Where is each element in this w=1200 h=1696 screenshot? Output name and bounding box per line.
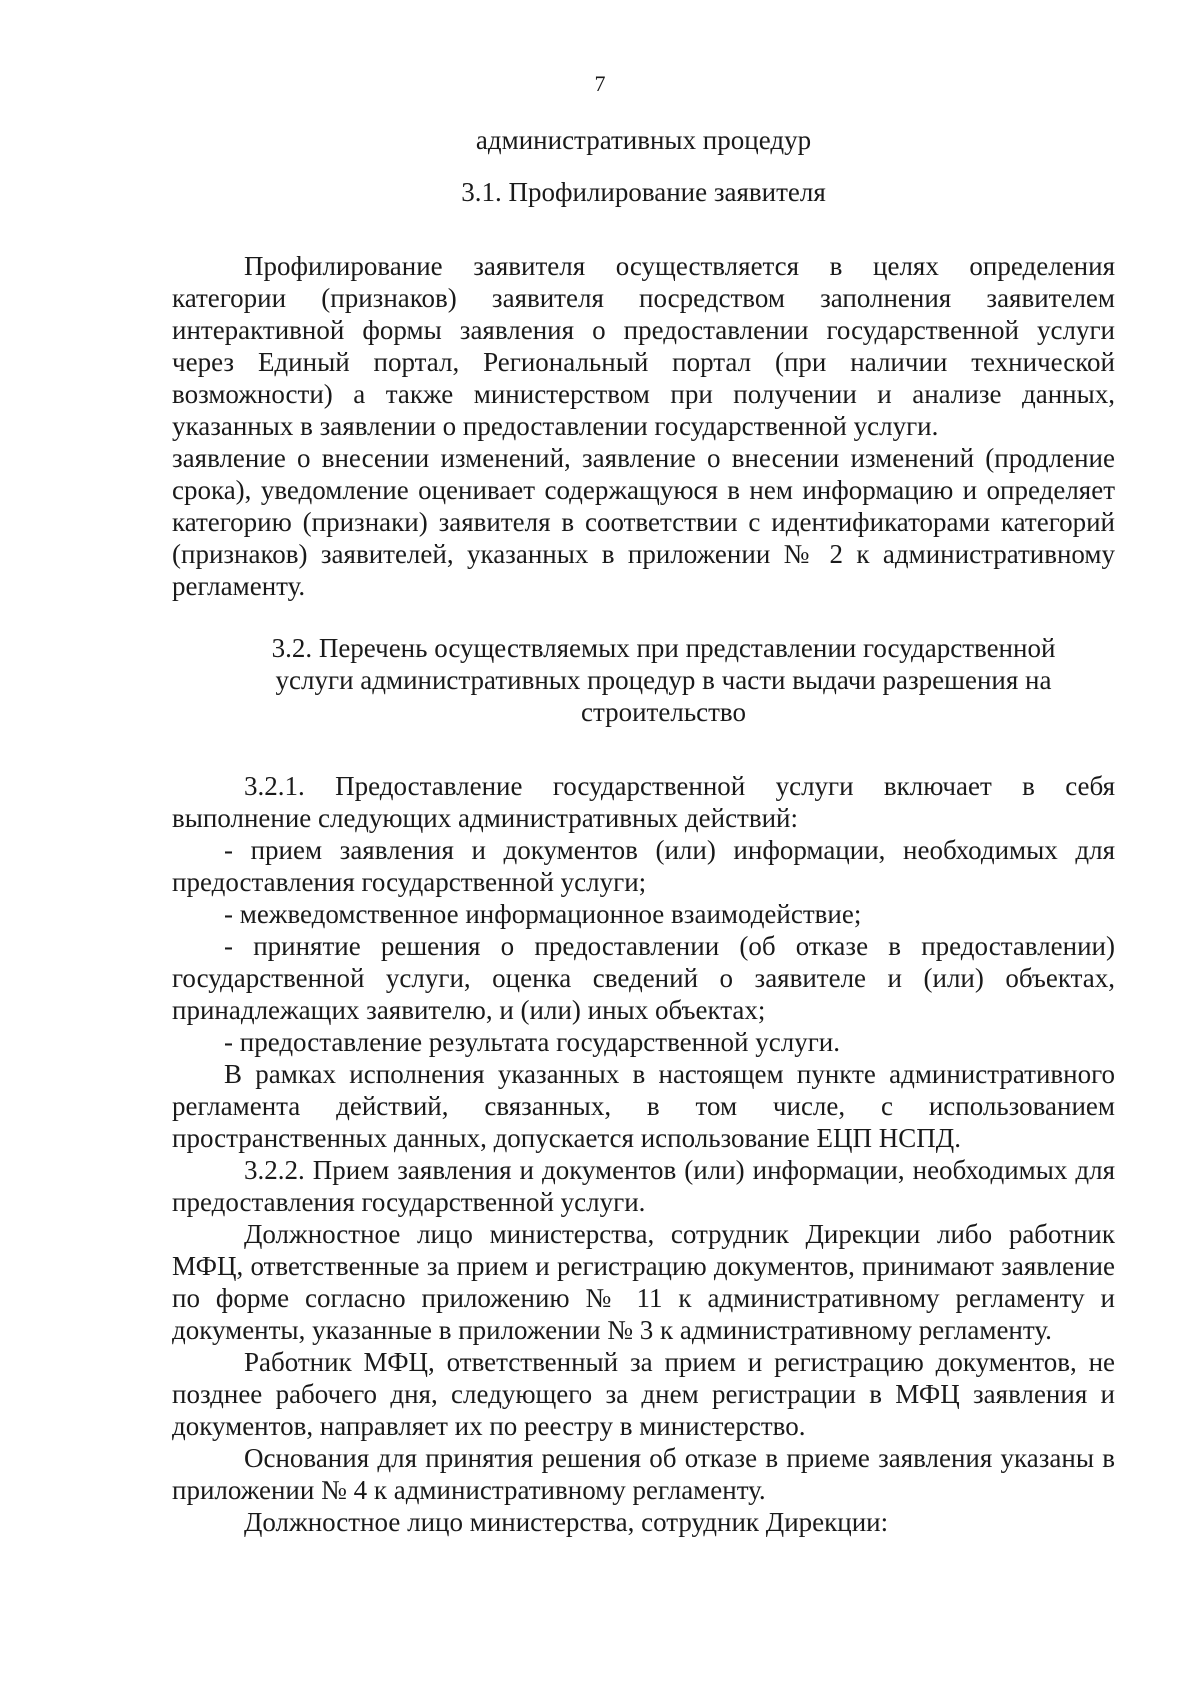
paragraph-mfc-worker: Работник МФЦ, ответственный за прием и регистрацию документов, не позднее рабочего дня, следующего за днем регистрации в МФЦ заявления и документов, направляет их по реестру в министерство. [172,1347,1115,1441]
list-item-reception: - прием заявления и документов (или) информации, необходимых для предоставления государственной услуги; [172,835,1115,897]
list-item-decision: - принятие решения о предоставлении (об отказе в предоставлении) государственной услуги, оценка сведений о заявителе и (или) объектах, принадлежащих заявителю, и (или) иных объектах; [172,931,1115,1025]
paragraph-3-2-2: 3.2.2. Прием заявления и документов (или) информации, необходимых для предоставления государственной услуги. [172,1155,1115,1217]
list-item-result: - предоставление результата государственной услуги. [224,1027,840,1057]
paragraph-3-2-1: 3.2.1. Предоставление государственной услуги включает в себя выполнение следующих административных действий: [172,771,1115,833]
paragraph-within-framework: В рамках исполнения указанных в настоящем пункте административного регламента действий, связанных, в том числе, с использованием пространственных данных, допускается использование ЕЦП НСПД. [172,1059,1115,1153]
paragraph-profiling: Профилирование заявителя осуществляется в целях определения категории (признаков) заявителя посредством заполнения заявителем интерактивной формы заявления о предоставлении государственной услуги через Единый портал, Региональный портал (при наличии технической возможности) а также министерством при получении и анализе данных, указанных в заявлении о предоставлении государственной услуги. [172,251,1115,441]
document-body [172,124,1115,1538]
section-3-1-title: 3.1. Профилирование заявителя [461,177,826,207]
heading-continuation: административных процедур [475,125,812,155]
paragraph-refusal-grounds: Основания для принятия решения об отказе в приеме заявления указаны в приложении № 4 к административному регламенту. [172,1443,1115,1505]
page-number: 7 [594,71,606,96]
paragraph-official-accepts: Должностное лицо министерства, сотрудник Дирекции либо работник МФЦ, ответственные за прием и регистрацию документов, принимают заявление по форме согласно приложению № 11 к административному регламенту и документы, указанные в приложении № 3 к административному регламенту. [172,1219,1115,1345]
paragraph-application-changes: заявление о внесении изменений, заявление о внесении изменений (продление срока), уведомление оценивает содержащуюся в нем информацию и определяет категорию (признаки) заявителя в соответствии с идентификаторами категорий (признаков) заявителей, указанных в приложении № 2 к административному регламенту. [172,443,1115,601]
paragraph-official-actions: Должностное лицо министерства, сотрудник Дирекции: [244,1507,889,1537]
list-item-interaction: - межведомственное информационное взаимодействие; [224,899,862,929]
section-3-2-title: 3.2. Перечень осуществляемых при представлении государственной услуги административных процедур в части выдачи разрешения на строительство [271,633,1056,727]
